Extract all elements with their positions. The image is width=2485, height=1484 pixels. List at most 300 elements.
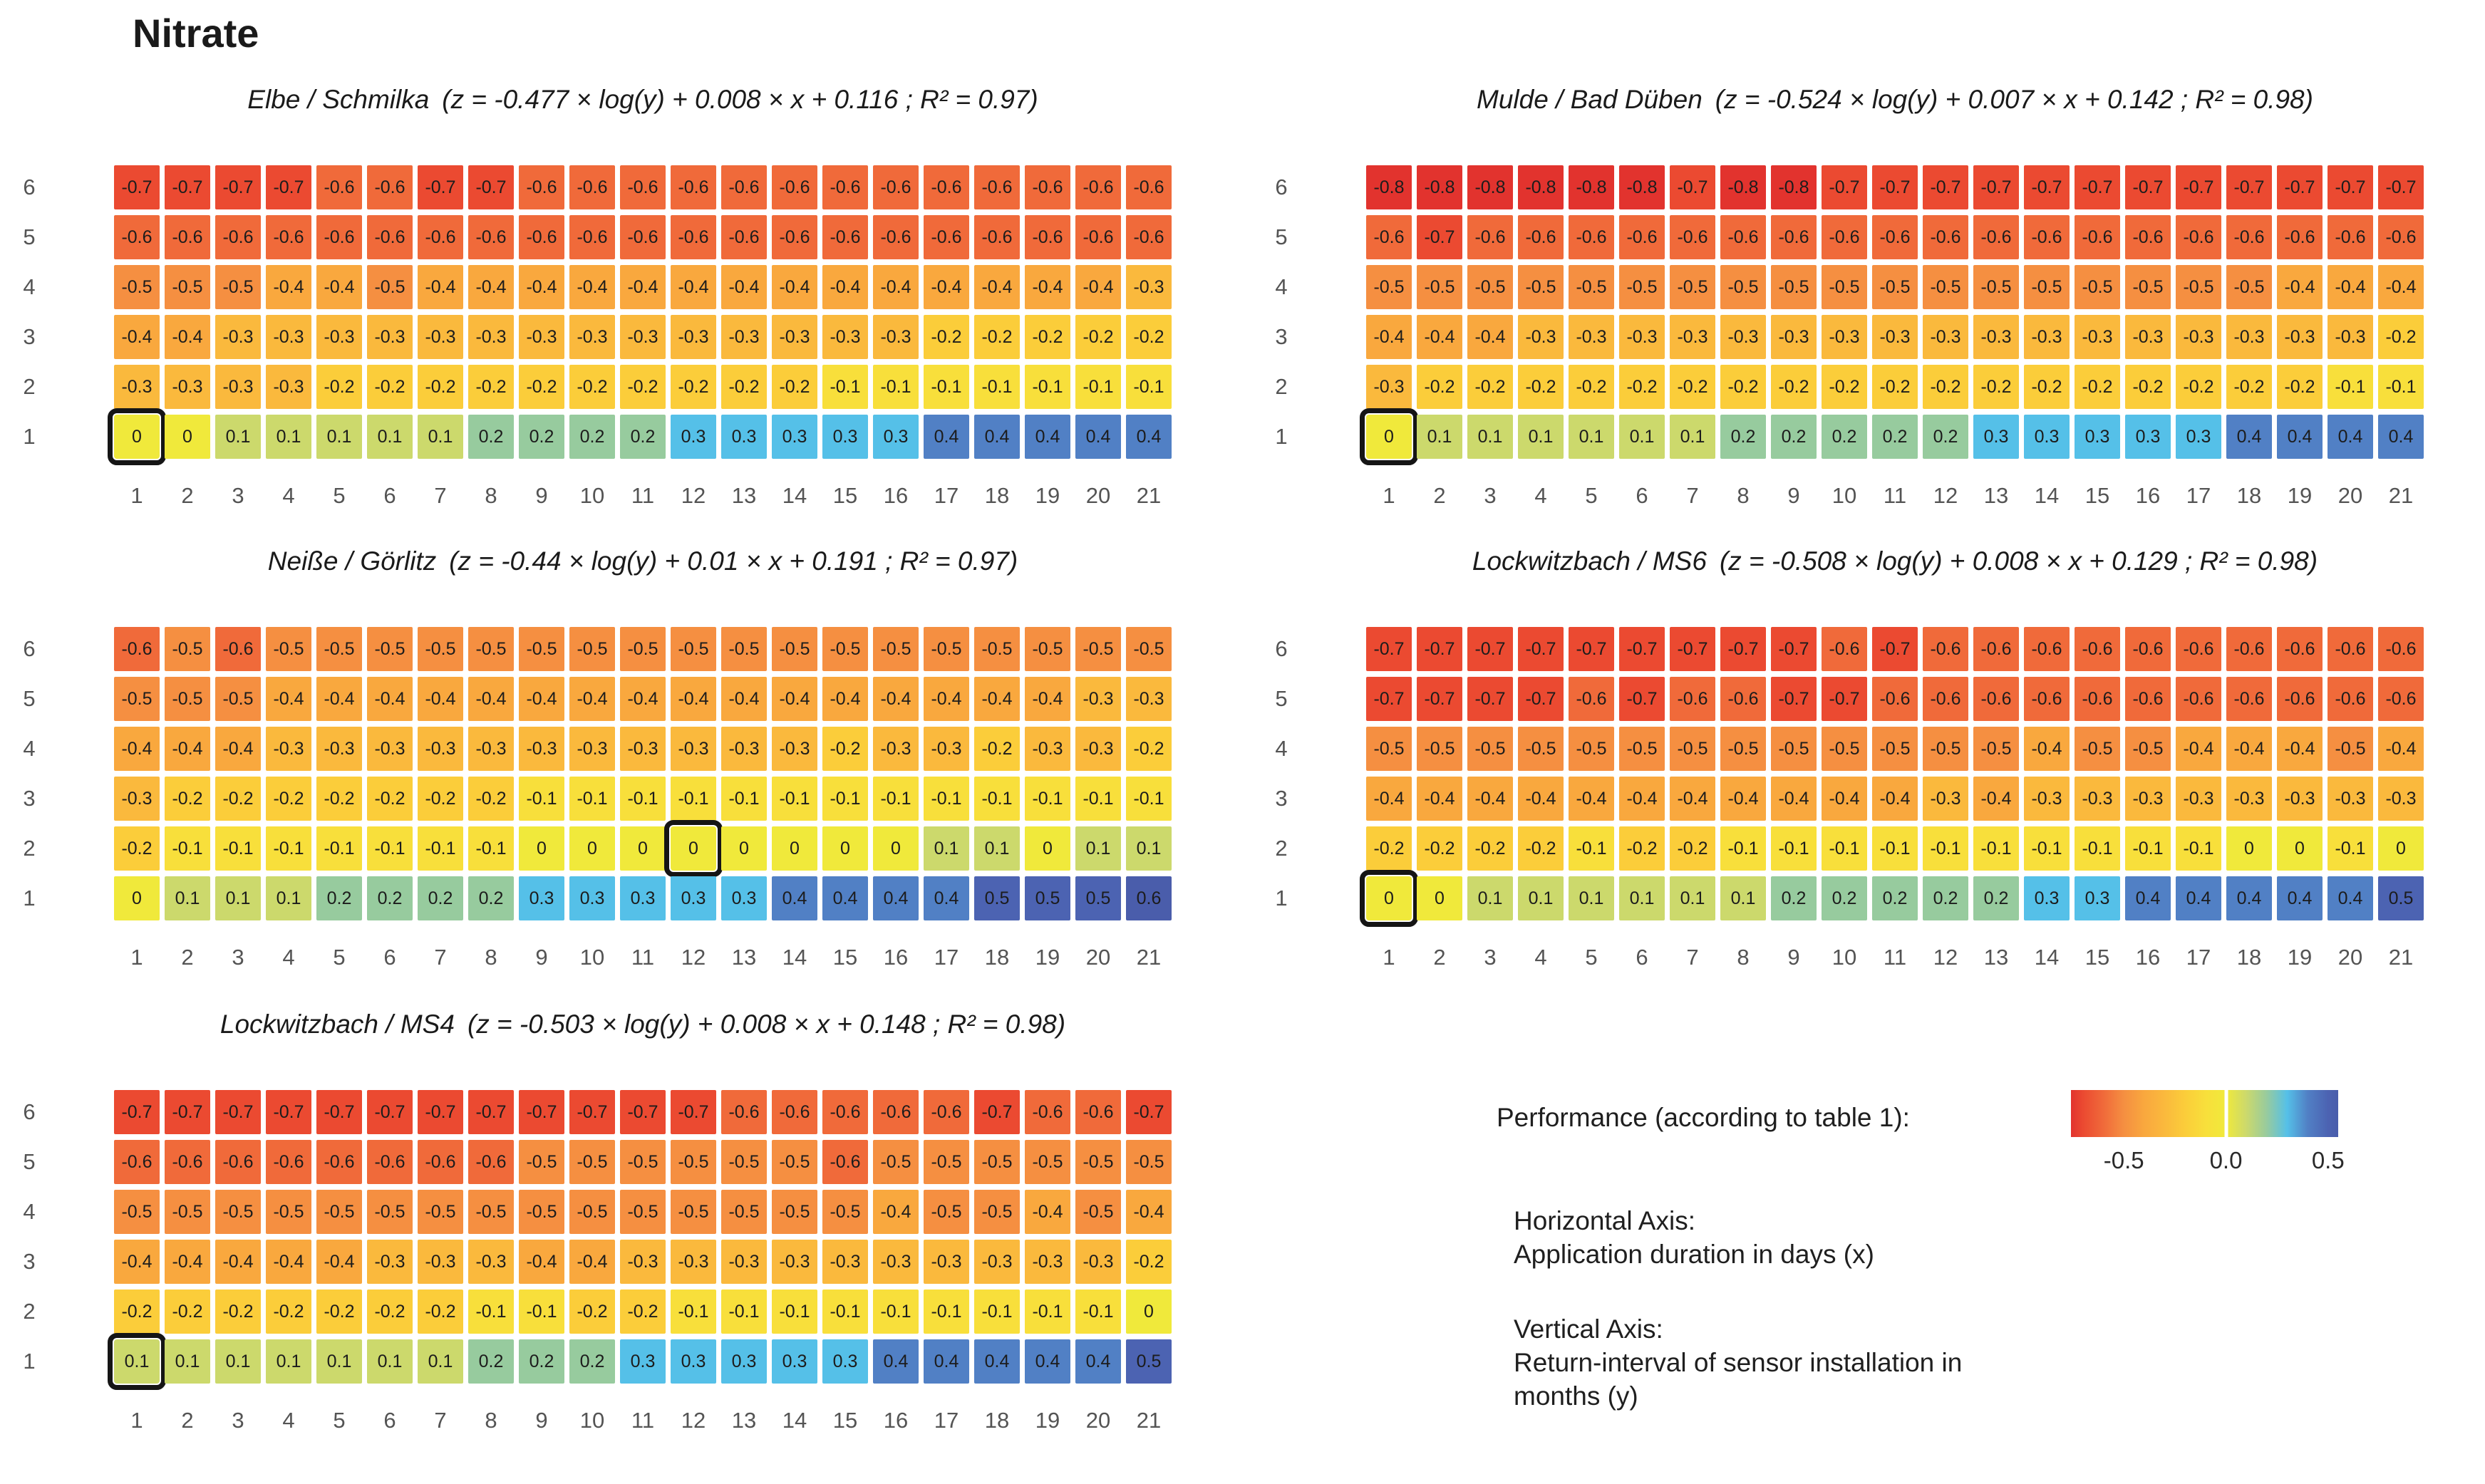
heatmap-cell: -0.5 <box>1771 265 1817 309</box>
heatmap-cell: -0.3 <box>2125 777 2171 821</box>
heatmap-cell: -0.4 <box>974 265 1020 309</box>
x-axis-tick: 11 <box>631 483 655 508</box>
heatmap-cell: -0.5 <box>1923 265 1968 309</box>
heatmap-cell: -0.4 <box>1417 315 1462 359</box>
heatmap-row <box>13 1240 1224 1284</box>
heatmap-cell: -0.6 <box>2024 627 2070 671</box>
heatmap-cell: 0.1 <box>1518 876 1564 920</box>
heatmap-cell: -0.1 <box>772 777 817 821</box>
panel-title <box>114 546 1172 577</box>
heatmap-cell: -0.6 <box>873 165 919 209</box>
heatmap-cell: -0.6 <box>1366 215 1412 259</box>
heatmap-cell: -0.5 <box>266 627 311 671</box>
heatmap-cell: -0.5 <box>620 1140 666 1184</box>
heatmap-cell: 0.4 <box>2176 876 2221 920</box>
heatmap-cell: -0.3 <box>974 1240 1020 1284</box>
y-axis-tick: 1 <box>1275 886 1288 910</box>
y-axis-tick: 2 <box>1275 836 1288 861</box>
legend <box>1497 1084 2480 1469</box>
heatmap-cell: -0.3 <box>721 315 767 359</box>
heatmap-cell: -0.4 <box>114 727 160 771</box>
heatmap-cell: -0.6 <box>721 1090 767 1134</box>
heatmap-cell: -0.5 <box>266 1190 311 1234</box>
heatmap-cell: -0.6 <box>1973 215 2019 259</box>
heatmap-cell: -0.2 <box>215 777 261 821</box>
heatmap-cell: -0.1 <box>924 1290 969 1334</box>
heatmap-cell: -0.7 <box>569 1090 615 1134</box>
y-axis-tick: 6 <box>23 175 36 199</box>
heatmap-cell: -0.5 <box>671 627 716 671</box>
x-axis-tick: 14 <box>782 945 807 970</box>
x-axis-tick: 11 <box>1883 483 1907 508</box>
heatmap-cell: -0.3 <box>2176 315 2221 359</box>
heatmap-cell: 0 <box>114 876 160 920</box>
y-axis-tick: 5 <box>1275 224 1288 249</box>
heatmap-cell: -0.4 <box>620 265 666 309</box>
heatmap-cell: -0.2 <box>620 365 666 409</box>
heatmap-cell: 0.1 <box>1126 826 1172 871</box>
heatmap-cell: 0.4 <box>1075 415 1121 459</box>
colorbar <box>2071 1090 2338 1137</box>
heatmap-cell: -0.5 <box>1569 265 1614 309</box>
y-axis-tick: 2 <box>23 374 36 399</box>
heatmap-cell: -0.3 <box>519 727 564 771</box>
heatmap-cell: -0.1 <box>1569 826 1614 871</box>
x-axis-ticks <box>1265 483 2476 509</box>
x-axis-tick: 13 <box>731 945 757 970</box>
heatmap-cell: -0.1 <box>1025 1290 1070 1334</box>
heatmap-cell: -0.6 <box>468 1140 514 1184</box>
heatmap-cell: -0.1 <box>924 777 969 821</box>
heatmap-cell: -0.4 <box>924 677 969 721</box>
heatmap-cell: 0 <box>671 826 716 871</box>
heatmap-cell: -0.2 <box>418 365 463 409</box>
heatmap-cell: -0.2 <box>974 315 1020 359</box>
heatmap-cell: -0.6 <box>772 165 817 209</box>
heatmap-cell: -0.4 <box>671 265 716 309</box>
heatmap-cell: -0.2 <box>2226 365 2272 409</box>
x-axis-tick: 13 <box>1983 483 2009 508</box>
heatmap-cell: -0.5 <box>165 1190 210 1234</box>
heatmap-cell: -0.1 <box>1126 777 1172 821</box>
heatmap-cell: -0.6 <box>1771 215 1817 259</box>
heatmap-cell: -0.5 <box>1923 727 1968 771</box>
heatmap-cell: -0.4 <box>316 677 362 721</box>
heatmap-cell: 0 <box>1025 826 1070 871</box>
colorbar-zero-tick <box>2224 1090 2228 1137</box>
heatmap-cell: -0.3 <box>266 315 311 359</box>
heatmap-grid <box>1265 627 2476 920</box>
heatmap-cell: -0.3 <box>671 315 716 359</box>
heatmap-cell: -0.2 <box>468 777 514 821</box>
heatmap-cell: -0.2 <box>1670 826 1715 871</box>
heatmap-cell: -0.1 <box>367 826 413 871</box>
heatmap-cell: 0.4 <box>924 415 969 459</box>
heatmap-cell: -0.6 <box>1670 215 1715 259</box>
heatmap-cell: -0.3 <box>1075 1240 1121 1284</box>
y-axis-tick: 3 <box>1275 786 1288 811</box>
heatmap-cell: -0.7 <box>114 1090 160 1134</box>
heatmap-cell: -0.3 <box>2277 777 2323 821</box>
heatmap-cell: -0.8 <box>1366 165 1412 209</box>
heatmap-cell: 0.3 <box>2075 415 2120 459</box>
heatmap-cell: -0.5 <box>2125 727 2171 771</box>
x-axis-tick: 8 <box>1737 483 1750 508</box>
heatmap-cell: -0.3 <box>1075 727 1121 771</box>
heatmap-cell: -0.7 <box>1467 627 1513 671</box>
heatmap-cell: -0.1 <box>468 826 514 871</box>
heatmap-cell: -0.2 <box>367 365 413 409</box>
y-axis-tick: 2 <box>1275 374 1288 399</box>
heatmap-cell: -0.7 <box>266 1090 311 1134</box>
heatmap-cell: -0.6 <box>1126 165 1172 209</box>
site-name: Mulde / Bad Düben <box>1477 85 1703 114</box>
heatmap-cell: -0.7 <box>1872 627 1918 671</box>
heatmap-cell: -0.7 <box>1973 165 2019 209</box>
heatmap-cell: -0.4 <box>569 677 615 721</box>
heatmap-cell: -0.5 <box>1467 727 1513 771</box>
x-axis-tick: 7 <box>1686 483 1699 508</box>
y-axis-tick: 3 <box>23 1249 36 1274</box>
heatmap-cell: -0.3 <box>772 1240 817 1284</box>
heatmap-cell: 0 <box>873 826 919 871</box>
heatmap-cell: -0.5 <box>1075 1140 1121 1184</box>
x-axis-tick: 16 <box>2135 483 2161 508</box>
heatmap-cell: -0.1 <box>2024 826 2070 871</box>
heatmap-cell: -0.3 <box>215 365 261 409</box>
heatmap-panel-elbe-schmilka <box>13 84 1224 509</box>
heatmap-cell: -0.6 <box>2125 677 2171 721</box>
heatmap-cell: -0.4 <box>1822 777 1867 821</box>
x-axis-tick: 6 <box>383 483 396 508</box>
heatmap-cell: -0.1 <box>1822 826 1867 871</box>
heatmap-cell: -0.4 <box>1025 677 1070 721</box>
heatmap-cell: -0.6 <box>367 165 413 209</box>
heatmap-cell: -0.6 <box>2226 215 2272 259</box>
heatmap-cell: -0.6 <box>367 215 413 259</box>
x-axis-tick: 1 <box>130 483 143 508</box>
heatmap-cell: 0.1 <box>1417 415 1462 459</box>
heatmap-cell: -0.5 <box>114 677 160 721</box>
heatmap-cell: -0.1 <box>165 826 210 871</box>
heatmap-cell: 0.5 <box>1025 876 1070 920</box>
heatmap-cell: -0.6 <box>316 215 362 259</box>
heatmap-cell: -0.3 <box>2075 315 2120 359</box>
heatmap-cell: -0.4 <box>316 1240 362 1284</box>
heatmap-cell: 0.2 <box>1923 415 1968 459</box>
heatmap-cell: -0.2 <box>1670 365 1715 409</box>
heatmap-cell: -0.6 <box>1872 215 1918 259</box>
x-axis-tick: 3 <box>1484 483 1497 508</box>
heatmap-cell: 0.4 <box>772 876 817 920</box>
heatmap-cell: -0.3 <box>1025 1240 1070 1284</box>
heatmap-cell: -0.6 <box>1518 215 1564 259</box>
heatmap-cell: -0.5 <box>1973 727 2019 771</box>
heatmap-cell: -0.2 <box>1025 315 1070 359</box>
heatmap-cell: -0.5 <box>620 1190 666 1234</box>
heatmap-cell: -0.1 <box>671 1290 716 1334</box>
heatmap-cell: -0.5 <box>1075 627 1121 671</box>
heatmap-row <box>13 215 1224 259</box>
heatmap-cell: -0.3 <box>1025 727 1070 771</box>
site-name: Elbe / Schmilka <box>247 85 430 114</box>
y-axis-tick: 4 <box>23 274 36 299</box>
heatmap-cell: 0.4 <box>2125 876 2171 920</box>
heatmap-cell: 0.4 <box>1025 415 1070 459</box>
heatmap-cell: -0.2 <box>1872 365 1918 409</box>
heatmap-cell: -0.2 <box>266 777 311 821</box>
heatmap-cell: -0.4 <box>671 677 716 721</box>
heatmap-cell: -0.6 <box>721 215 767 259</box>
heatmap-cell: -0.3 <box>924 1240 969 1284</box>
heatmap-cell: -0.2 <box>569 365 615 409</box>
y-axis-tick: 1 <box>23 424 36 449</box>
heatmap-cell: -0.1 <box>215 826 261 871</box>
heatmap-cell: -0.5 <box>468 1190 514 1234</box>
heatmap-row <box>13 315 1224 359</box>
heatmap-cell: 0.2 <box>316 876 362 920</box>
heatmap-cell: -0.2 <box>2277 365 2323 409</box>
heatmap-cell: -0.3 <box>873 1240 919 1284</box>
heatmap-cell: -0.2 <box>1467 365 1513 409</box>
heatmap-cell: 0.4 <box>2328 876 2373 920</box>
heatmap-cell: -0.4 <box>1518 777 1564 821</box>
heatmap-cell: 0.1 <box>215 1339 261 1384</box>
heatmap-cell: 0.2 <box>468 1339 514 1384</box>
heatmap-cell: 0 <box>519 826 564 871</box>
heatmap-cell: -0.5 <box>519 1140 564 1184</box>
heatmap-grid <box>13 165 1224 459</box>
heatmap-cell: -0.1 <box>1872 826 1918 871</box>
heatmap-cell: -0.5 <box>1467 265 1513 309</box>
heatmap-cell: -0.6 <box>1569 677 1614 721</box>
heatmap-cell: -0.5 <box>1872 727 1918 771</box>
heatmap-cell: -0.6 <box>468 215 514 259</box>
heatmap-cell: -0.6 <box>215 215 261 259</box>
heatmap-cell: -0.5 <box>772 1190 817 1234</box>
heatmap-row <box>1265 627 2476 671</box>
heatmap-cell: -0.5 <box>721 627 767 671</box>
x-axis-tick: 1 <box>1383 945 1395 970</box>
heatmap-cell: 0.1 <box>165 876 210 920</box>
heatmap-cell: -0.2 <box>418 777 463 821</box>
heatmap-cell: -0.5 <box>772 627 817 671</box>
heatmap-cell: -0.3 <box>418 315 463 359</box>
heatmap-cell: -0.6 <box>2075 627 2120 671</box>
heatmap-cell: 0.5 <box>974 876 1020 920</box>
x-axis-tick: 2 <box>181 945 194 970</box>
heatmap-cell: -0.5 <box>1417 727 1462 771</box>
heatmap-cell: 0.2 <box>569 1339 615 1384</box>
x-axis-tick: 5 <box>333 945 346 970</box>
x-axis-tick: 10 <box>1832 945 1857 970</box>
heatmap-cell: -0.3 <box>671 727 716 771</box>
heatmap-row <box>13 1090 1224 1134</box>
heatmap-cell: -0.5 <box>418 627 463 671</box>
heatmap-cell: -0.6 <box>1467 215 1513 259</box>
heatmap-cell: 0.1 <box>418 1339 463 1384</box>
x-axis-tick: 5 <box>1585 945 1598 970</box>
heatmap-cell: -0.4 <box>418 677 463 721</box>
heatmap-cell: -0.6 <box>266 215 311 259</box>
heatmap-cell: -0.6 <box>1923 215 1968 259</box>
heatmap-cell: -0.6 <box>316 165 362 209</box>
x-axis-ticks <box>13 945 1224 970</box>
heatmap-cell: -0.5 <box>1619 727 1665 771</box>
heatmap-cell: -0.4 <box>468 677 514 721</box>
heatmap-cell: -0.1 <box>2125 826 2171 871</box>
heatmap-cell: -0.6 <box>1025 1090 1070 1134</box>
x-axis-tick: 2 <box>181 483 194 508</box>
heatmap-cell: -0.6 <box>165 215 210 259</box>
heatmap-row <box>1265 876 2476 920</box>
heatmap-cell: -0.2 <box>367 777 413 821</box>
heatmap-cell: -0.7 <box>1619 677 1665 721</box>
heatmap-cell: 0.3 <box>671 415 716 459</box>
heatmap-cell: -0.4 <box>519 265 564 309</box>
heatmap-cell: -0.2 <box>418 1290 463 1334</box>
heatmap-cell: -0.7 <box>114 165 160 209</box>
heatmap-cell: -0.7 <box>165 165 210 209</box>
heatmap-cell: 0.4 <box>924 1339 969 1384</box>
heatmap-cell: -0.3 <box>468 1240 514 1284</box>
heatmap-cell: 0.3 <box>772 415 817 459</box>
x-axis-tick: 21 <box>1136 945 1162 970</box>
x-axis-tick: 6 <box>1636 945 1648 970</box>
heatmap-cell: -0.3 <box>1126 677 1172 721</box>
heatmap-cell: -0.2 <box>1417 826 1462 871</box>
heatmap-cell: 0 <box>2378 826 2424 871</box>
heatmap-cell: -0.3 <box>2277 315 2323 359</box>
heatmap-cell: -0.8 <box>1467 165 1513 209</box>
heatmap-cell: -0.6 <box>721 165 767 209</box>
heatmap-cell: 0.4 <box>1025 1339 1070 1384</box>
heatmap-cell: -0.2 <box>1720 365 1766 409</box>
heatmap-cell: -0.7 <box>1518 627 1564 671</box>
heatmap-cell: -0.7 <box>2125 165 2171 209</box>
heatmap-cell: -0.1 <box>873 365 919 409</box>
heatmap-cell: 0 <box>569 826 615 871</box>
heatmap-cell: -0.4 <box>418 265 463 309</box>
heatmap-cell: -0.3 <box>468 727 514 771</box>
x-axis-tick: 18 <box>2236 945 2262 970</box>
heatmap-cell: 0.4 <box>873 876 919 920</box>
heatmap-cell: -0.5 <box>165 677 210 721</box>
heatmap-cell: -0.3 <box>114 777 160 821</box>
heatmap-cell: 0.3 <box>519 876 564 920</box>
heatmap-cell: -0.2 <box>165 777 210 821</box>
x-axis-tick: 7 <box>434 1408 447 1433</box>
x-axis-tick: 4 <box>282 1408 295 1433</box>
x-axis-tick: 20 <box>2337 945 2363 970</box>
heatmap-cell: -0.6 <box>822 215 868 259</box>
x-axis-tick: 18 <box>984 945 1010 970</box>
heatmap-cell: -0.6 <box>1923 677 1968 721</box>
heatmap-cell: -0.5 <box>1720 265 1766 309</box>
horizontal-axis-note-title: Horizontal Axis: <box>1514 1206 1695 1235</box>
heatmap-row <box>13 627 1224 671</box>
heatmap-cell: 0.2 <box>1872 876 1918 920</box>
heatmap-cell: -0.1 <box>2328 826 2373 871</box>
heatmap-cell: -0.7 <box>468 165 514 209</box>
heatmap-cell: 0.1 <box>418 415 463 459</box>
colorbar-tick: -0.5 <box>2103 1147 2144 1173</box>
heatmap-cell: -0.5 <box>2226 265 2272 309</box>
heatmap-cell: -0.6 <box>822 1140 868 1184</box>
heatmap-cell: -0.3 <box>671 1240 716 1284</box>
heatmap-cell: -0.5 <box>418 1190 463 1234</box>
heatmap-grid <box>13 627 1224 920</box>
x-axis-tick: 6 <box>383 945 396 970</box>
heatmap-cell: -0.3 <box>266 365 311 409</box>
heatmap-cell: -0.3 <box>1973 315 2019 359</box>
heatmap-cell: -0.6 <box>671 215 716 259</box>
heatmap-cell: 0.5 <box>2378 876 2424 920</box>
site-name: Lockwitzbach / MS6 <box>1472 546 1707 576</box>
heatmap-cell: -0.3 <box>569 315 615 359</box>
heatmap-cell: 0.4 <box>924 876 969 920</box>
heatmap-cell: -0.2 <box>114 826 160 871</box>
x-axis-tick: 20 <box>1085 1408 1111 1433</box>
heatmap-cell: -0.3 <box>620 315 666 359</box>
heatmap-row <box>13 826 1224 871</box>
heatmap-cell: -0.4 <box>2024 727 2070 771</box>
heatmap-cell: -0.4 <box>165 1240 210 1284</box>
heatmap-cell: -0.1 <box>772 1290 817 1334</box>
heatmap-cell: -0.5 <box>1075 1190 1121 1234</box>
heatmap-cell: 0.2 <box>1822 415 1867 459</box>
heatmap-cell: -0.5 <box>974 1140 1020 1184</box>
heatmap-cell: -0.4 <box>468 265 514 309</box>
heatmap-cell: -0.1 <box>1025 777 1070 821</box>
heatmap-cell: -0.4 <box>165 727 210 771</box>
heatmap-cell: 0.1 <box>114 1339 160 1384</box>
heatmap-cell: -0.2 <box>1569 365 1614 409</box>
heatmap-cell: 0.1 <box>165 1339 210 1384</box>
heatmap-cell: -0.5 <box>873 1140 919 1184</box>
heatmap-cell: -0.2 <box>1973 365 2019 409</box>
heatmap-cell: -0.5 <box>822 627 868 671</box>
heatmap-cell: -0.2 <box>316 365 362 409</box>
y-axis-tick: 5 <box>1275 686 1288 711</box>
heatmap-cell: -0.6 <box>2226 677 2272 721</box>
heatmap-cell: -0.3 <box>367 1240 413 1284</box>
heatmap-cell: -0.4 <box>620 677 666 721</box>
heatmap-cell: -0.2 <box>215 1290 261 1334</box>
heatmap-cell: -0.2 <box>519 365 564 409</box>
x-axis-tick: 21 <box>2388 945 2414 970</box>
heatmap-cell: -0.2 <box>1518 826 1564 871</box>
x-axis-tick: 16 <box>883 1408 909 1433</box>
heatmap-row <box>13 265 1224 309</box>
heatmap-cell: 0.3 <box>873 415 919 459</box>
heatmap-cell: -0.1 <box>519 1290 564 1334</box>
y-axis-tick: 2 <box>23 836 36 861</box>
heatmap-cell: -0.7 <box>1771 677 1817 721</box>
heatmap-cell: -0.5 <box>1417 265 1462 309</box>
heatmap-cell: 0.3 <box>569 876 615 920</box>
heatmap-cell: -0.3 <box>1923 777 1968 821</box>
heatmap-cell: -0.8 <box>1518 165 1564 209</box>
heatmap-cell: -0.6 <box>1619 215 1665 259</box>
heatmap-cell: -0.6 <box>114 215 160 259</box>
heatmap-cell: -0.5 <box>367 265 413 309</box>
x-axis-tick: 3 <box>232 483 244 508</box>
heatmap-cell: -0.6 <box>418 1140 463 1184</box>
heatmap-cell: -0.5 <box>165 265 210 309</box>
heatmap-cell: -0.7 <box>2024 165 2070 209</box>
heatmap-cell: 0 <box>772 826 817 871</box>
